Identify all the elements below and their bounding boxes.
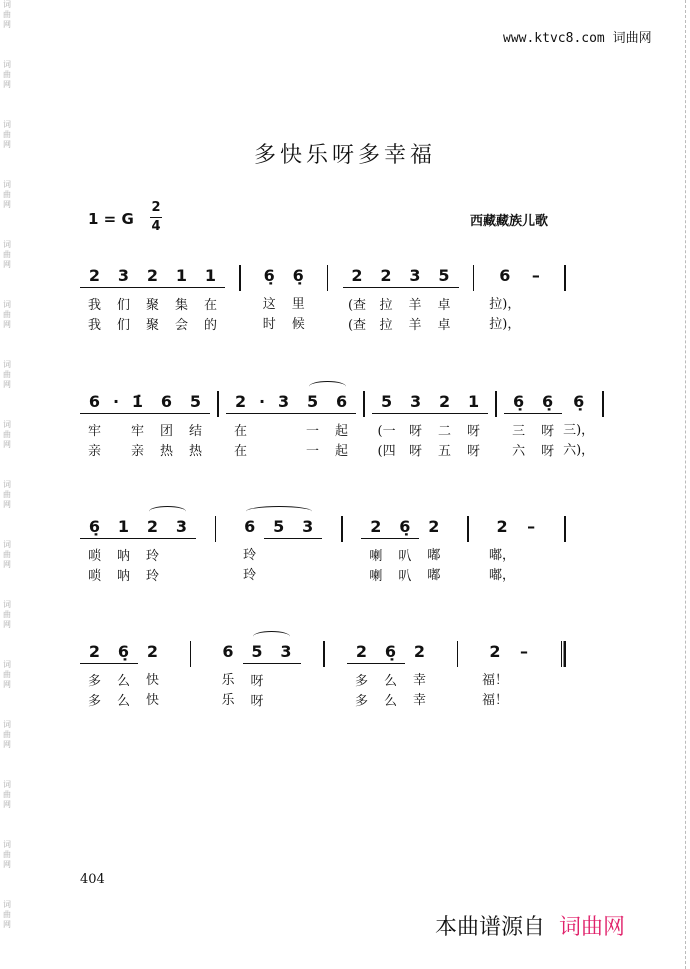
note-column	[264, 516, 293, 587]
lyric-verse-2	[167, 567, 196, 587]
measure	[488, 516, 546, 586]
watermark-text: 词 曲 网	[3, 540, 11, 569]
lyric-verse-1: 喇	[369, 549, 383, 564]
lyric-verse-1: 一	[306, 424, 320, 439]
lyric-verse-1: (查	[347, 298, 367, 313]
lyric-verse-2: 热	[188, 444, 202, 459]
lyric-verse-1: 福！	[481, 673, 508, 688]
watermark-text: 词 曲 网	[3, 780, 11, 809]
measure	[488, 265, 550, 335]
time-signature	[150, 200, 162, 235]
note: 3	[401, 391, 430, 414]
slur	[309, 381, 346, 392]
lyric-verse-2	[293, 567, 322, 587]
barline	[217, 391, 219, 417]
lyric-verse-2: 呀	[541, 444, 555, 459]
note: 6	[244, 517, 256, 536]
lyric-verse-1: 么	[383, 674, 397, 689]
measure	[80, 516, 196, 587]
barline	[363, 391, 365, 417]
lyric-verse-2: 们	[116, 318, 130, 333]
note: 1	[109, 516, 138, 539]
note: 6̣	[533, 391, 562, 414]
note: 3	[109, 265, 138, 288]
lyric-verse-1: 集	[174, 298, 188, 313]
note: 2	[138, 265, 167, 288]
note-column	[390, 516, 419, 587]
lyric-verse-1: 在	[234, 424, 248, 439]
note-column	[347, 641, 376, 712]
lyric-verse-1	[167, 547, 196, 567]
note-column	[293, 516, 322, 587]
lyric-verse-1: 拉)，	[489, 297, 521, 312]
barline	[457, 641, 459, 667]
note: 2	[361, 516, 390, 539]
watermark-text: 词 曲 网	[3, 180, 11, 209]
measure	[235, 516, 322, 587]
time-bottom: 4	[151, 219, 161, 234]
final-barline	[561, 641, 566, 667]
watermark-text: 词 曲 网	[3, 420, 11, 449]
watermark-text: 词 曲 网	[3, 480, 11, 509]
measure	[372, 391, 488, 462]
note-column	[510, 641, 539, 711]
note-column	[533, 391, 562, 462]
note-column	[80, 641, 109, 712]
lyric-verse-2: 呀	[250, 694, 264, 709]
lyric-verse-2: (四	[377, 444, 396, 459]
lyric-verse-1: 聚	[145, 298, 159, 313]
lyric-verse-2: 的	[203, 318, 217, 333]
lyric-verse-2: 多	[87, 694, 101, 709]
lyric-verse-2	[264, 567, 293, 587]
lyric-verse-2: 聚	[145, 318, 159, 333]
note-column	[138, 516, 167, 587]
note-column	[243, 641, 272, 712]
watermark-text: 词 曲 网	[3, 360, 11, 389]
note: –	[527, 517, 536, 536]
note-column	[504, 391, 533, 462]
measure	[214, 641, 301, 712]
note: 1	[167, 265, 196, 288]
lyric-verse-1: 里	[291, 297, 305, 312]
watermark-text: 词 曲 网	[3, 300, 11, 329]
note-column	[284, 265, 313, 335]
note: 6̣	[80, 516, 109, 539]
note: 2	[496, 517, 508, 536]
lyric-verse-2: 会	[174, 318, 188, 333]
lyric-verse-2: 么	[383, 694, 397, 709]
note: ·	[109, 391, 123, 414]
lyric-verse-1	[269, 422, 298, 442]
lyric-verse-1: 呀	[409, 424, 423, 439]
score-line	[80, 265, 572, 345]
measure	[226, 391, 356, 462]
lyric-verse-1: 三	[512, 424, 526, 439]
measure	[504, 391, 595, 462]
watermark-text: 词 曲 网	[3, 240, 11, 269]
measure	[481, 641, 539, 711]
lyric-verse-2: 嘟，	[489, 568, 516, 583]
note-column	[167, 516, 196, 587]
note: 3	[269, 391, 298, 414]
note: 2	[428, 517, 440, 536]
slur	[246, 506, 312, 517]
note-column	[481, 641, 510, 711]
lyric-verse-2: 多	[354, 694, 368, 709]
note-column	[401, 265, 430, 336]
lyric-verse-2: 幸	[412, 693, 426, 708]
score-line	[80, 391, 610, 471]
lyric-verse-2	[510, 691, 539, 711]
lyric-verse-1: 嘟	[427, 548, 441, 563]
note-column	[521, 265, 550, 335]
lyric-verse-2	[517, 566, 546, 586]
note-column	[459, 391, 488, 462]
lyric-verse-2: 一	[306, 444, 320, 459]
lyric-verse-2	[255, 442, 269, 462]
note: 5	[298, 391, 327, 414]
lyric-verse-1	[109, 422, 123, 442]
lyric-verse-1: 起	[335, 424, 349, 439]
note-column	[226, 391, 255, 462]
note-column	[376, 641, 405, 712]
note: 6̣	[390, 516, 419, 539]
lyric-verse-1	[272, 672, 301, 692]
time-divider	[150, 217, 162, 218]
note: 6̣	[263, 266, 275, 285]
lyric-verse-1: 卓	[437, 298, 451, 313]
lyric-verse-1: 呀	[250, 674, 264, 689]
note: 6	[80, 391, 109, 414]
note: 6̣	[109, 641, 138, 664]
lyric-verse-2: 卓	[437, 318, 451, 333]
lyric-verse-2: 六	[512, 444, 526, 459]
note-column	[419, 516, 448, 587]
lyric-verse-1: 唢	[87, 549, 101, 564]
note: 5	[243, 641, 272, 664]
lyric-verse-2	[269, 442, 298, 462]
lyric-verse-2: 么	[116, 694, 130, 709]
note-column	[562, 391, 595, 462]
note-column	[372, 265, 401, 336]
note: –	[520, 642, 528, 661]
lyric-verse-2: 热	[159, 444, 173, 459]
note: 2	[80, 641, 109, 664]
note: 5	[181, 391, 210, 414]
barline	[323, 641, 325, 667]
lyric-verse-2: 福！	[481, 693, 508, 708]
barline	[564, 516, 566, 542]
measure	[361, 516, 448, 587]
score-line	[80, 516, 572, 596]
lyric-verse-2: 六)，	[563, 443, 595, 458]
measure	[347, 641, 434, 712]
note-column	[138, 641, 167, 712]
lyric-verse-2: 唢	[87, 569, 101, 584]
barline	[215, 516, 217, 542]
source-prefix: 本曲谱源自	[435, 915, 546, 940]
note: 6̣	[504, 391, 533, 414]
lyric-verse-1: 拉	[379, 298, 393, 313]
note-column	[109, 641, 138, 712]
lyric-verse-2: 呀	[409, 444, 423, 459]
lyric-verse-2: 起	[335, 444, 349, 459]
note: 1	[459, 391, 488, 414]
site-watermark: www.ktvc8.com 词曲网	[503, 31, 652, 46]
barline	[190, 641, 192, 667]
lyric-verse-1: 牢	[87, 424, 101, 439]
note-column	[488, 516, 517, 586]
key-signature: 1 = G	[88, 210, 134, 228]
note-column	[361, 516, 390, 587]
lyric-verse-1: 玲	[145, 549, 159, 564]
lyric-verse-2: 亲	[87, 444, 101, 459]
lyric-verse-2: 呀	[467, 444, 481, 459]
lyric-verse-2: 拉)，	[489, 317, 521, 332]
note-column	[167, 265, 196, 336]
note-column	[123, 391, 152, 462]
note: 1	[196, 265, 225, 288]
lyric-verse-2	[109, 442, 123, 462]
barline	[327, 265, 329, 291]
lyric-verse-2	[272, 692, 301, 712]
lyric-verse-2: 喇	[369, 569, 383, 584]
lyric-verse-2: 快	[145, 693, 159, 708]
note: –	[531, 266, 540, 285]
lyric-verse-1: 羊	[408, 298, 422, 313]
note: 6	[152, 391, 181, 414]
lyric-verse-2	[521, 315, 550, 335]
note-column	[109, 391, 123, 462]
lyric-verse-1	[517, 546, 546, 566]
lyric-verse-1: 们	[116, 298, 130, 313]
note-column	[430, 265, 459, 336]
note-column	[235, 516, 264, 587]
note-column	[80, 265, 109, 336]
note-column	[181, 391, 210, 462]
note: 1̇	[123, 391, 152, 414]
note-column	[109, 265, 138, 336]
lyric-verse-1	[255, 422, 269, 442]
note: 6̣	[573, 392, 585, 411]
note-column	[80, 391, 109, 462]
lyric-verse-2: (查	[347, 318, 367, 333]
time-top: 2	[151, 200, 161, 215]
lyric-verse-1: 多	[87, 674, 101, 689]
measure	[80, 391, 210, 462]
measure	[343, 265, 459, 336]
slur	[149, 506, 186, 517]
note-column	[372, 391, 401, 462]
note: 3	[167, 516, 196, 539]
lyric-verse-2: 呐	[116, 569, 130, 584]
lyric-verse-1: 么	[116, 674, 130, 689]
barline	[602, 391, 604, 417]
lyric-verse-2: 时	[262, 317, 276, 332]
note: 6̣	[292, 266, 304, 285]
source-brand[interactable]: 词曲网	[559, 915, 626, 940]
note-column	[401, 391, 430, 462]
note-column	[109, 516, 138, 587]
lyric-verse-1: 牢	[130, 424, 144, 439]
song-origin: 西藏藏族儿歌	[470, 214, 549, 229]
watermark-text: 词 曲 网	[3, 60, 11, 89]
lyric-verse-2: 羊	[408, 318, 422, 333]
lyric-verse-1: 嘟，	[489, 548, 516, 563]
watermark-text: 词 曲 网	[3, 900, 11, 929]
lyric-verse-2: 叭	[398, 569, 412, 584]
barline	[467, 516, 469, 542]
note-column	[152, 391, 181, 462]
lyric-verse-1: 三)，	[563, 423, 595, 438]
lyric-verse-2: 乐	[221, 693, 235, 708]
barline	[564, 265, 566, 291]
lyric-verse-1: 呐	[116, 549, 130, 564]
note: 2	[80, 265, 109, 288]
watermark-text: 词 曲 网	[3, 120, 11, 149]
note: 2	[138, 516, 167, 539]
lyric-verse-1: 快	[145, 673, 159, 688]
note: 2	[343, 265, 372, 288]
note: 3	[401, 265, 430, 288]
watermark-text: 词 曲 网	[3, 600, 11, 629]
lyric-verse-2: 拉	[379, 318, 393, 333]
barline	[239, 265, 241, 291]
note: 3	[272, 641, 301, 664]
lyric-verse-1	[510, 671, 539, 691]
note: 6	[222, 642, 234, 661]
watermark-text: 词 曲 网	[3, 720, 11, 749]
lyric-verse-1	[521, 295, 550, 315]
lyric-verse-1: 我	[87, 298, 101, 313]
note: 2	[430, 391, 459, 414]
song-title: 多快乐呀多幸福	[253, 143, 436, 168]
measure	[255, 265, 313, 335]
lyric-verse-1: 玲	[243, 548, 257, 563]
lyric-verse-1: (一	[377, 424, 396, 439]
note: 2	[489, 642, 501, 661]
note: 2	[413, 642, 426, 661]
note: 5	[430, 265, 459, 288]
lyric-verse-1	[293, 547, 322, 567]
lyric-verse-1: 多	[354, 674, 368, 689]
note-column	[255, 265, 284, 335]
page-number: 404	[80, 872, 105, 887]
lyric-verse-2: 五	[438, 444, 452, 459]
lyric-verse-1: 结	[188, 424, 202, 439]
watermark-text: 词 曲 网	[3, 660, 11, 689]
lyric-verse-1: 乐	[221, 673, 235, 688]
lyric-verse-1: 呀	[467, 424, 481, 439]
measure	[80, 265, 225, 336]
note-column	[255, 391, 269, 462]
lyric-verse-2: 玲	[243, 568, 257, 583]
note: 6	[499, 266, 511, 285]
lyric-verse-1: 呀	[541, 424, 555, 439]
note: 2	[347, 641, 376, 664]
slur	[253, 631, 290, 642]
lyric-verse-2: 亲	[130, 444, 144, 459]
lyric-verse-2: 在	[234, 444, 248, 459]
note: 2	[146, 642, 159, 661]
watermark-text: 词 曲 网	[3, 0, 11, 29]
note-column	[214, 641, 243, 712]
note-column	[138, 265, 167, 336]
lyric-verse-1: 叭	[398, 549, 412, 564]
note-column	[196, 265, 225, 336]
measure	[80, 641, 167, 712]
note-column	[272, 641, 301, 712]
lyric-verse-1	[264, 547, 293, 567]
note-column	[488, 265, 521, 335]
note: 5	[372, 391, 401, 414]
score-line	[80, 641, 572, 721]
note-column	[80, 516, 109, 587]
lyric-verse-2: 玲	[145, 569, 159, 584]
note: 2	[372, 265, 401, 288]
note-column	[405, 641, 434, 712]
note: 3	[293, 516, 322, 539]
note-column	[430, 391, 459, 462]
barline	[495, 391, 497, 417]
note-column	[269, 391, 298, 462]
note-column	[327, 391, 356, 462]
note-column	[517, 516, 546, 586]
note: ·	[255, 391, 269, 414]
lyric-verse-1: 二	[438, 424, 452, 439]
lyric-verse-1: 幸	[412, 673, 426, 688]
barline	[341, 516, 343, 542]
lyric-verse-1: 团	[159, 424, 173, 439]
lyric-verse-2: 我	[87, 318, 101, 333]
note: 5	[264, 516, 293, 539]
source-footer	[435, 910, 625, 941]
lyric-verse-2: 嘟	[427, 568, 441, 583]
note-column	[298, 391, 327, 462]
lyric-verse-1: 在	[203, 298, 217, 313]
note: 2	[226, 391, 255, 414]
barline	[473, 265, 475, 291]
note-column	[343, 265, 372, 336]
note: 6̣	[376, 641, 405, 664]
watermark-text: 词 曲 网	[3, 840, 11, 869]
lyric-verse-2: 候	[291, 317, 305, 332]
lyric-verse-1: 这	[262, 297, 276, 312]
note: 6	[327, 391, 356, 414]
